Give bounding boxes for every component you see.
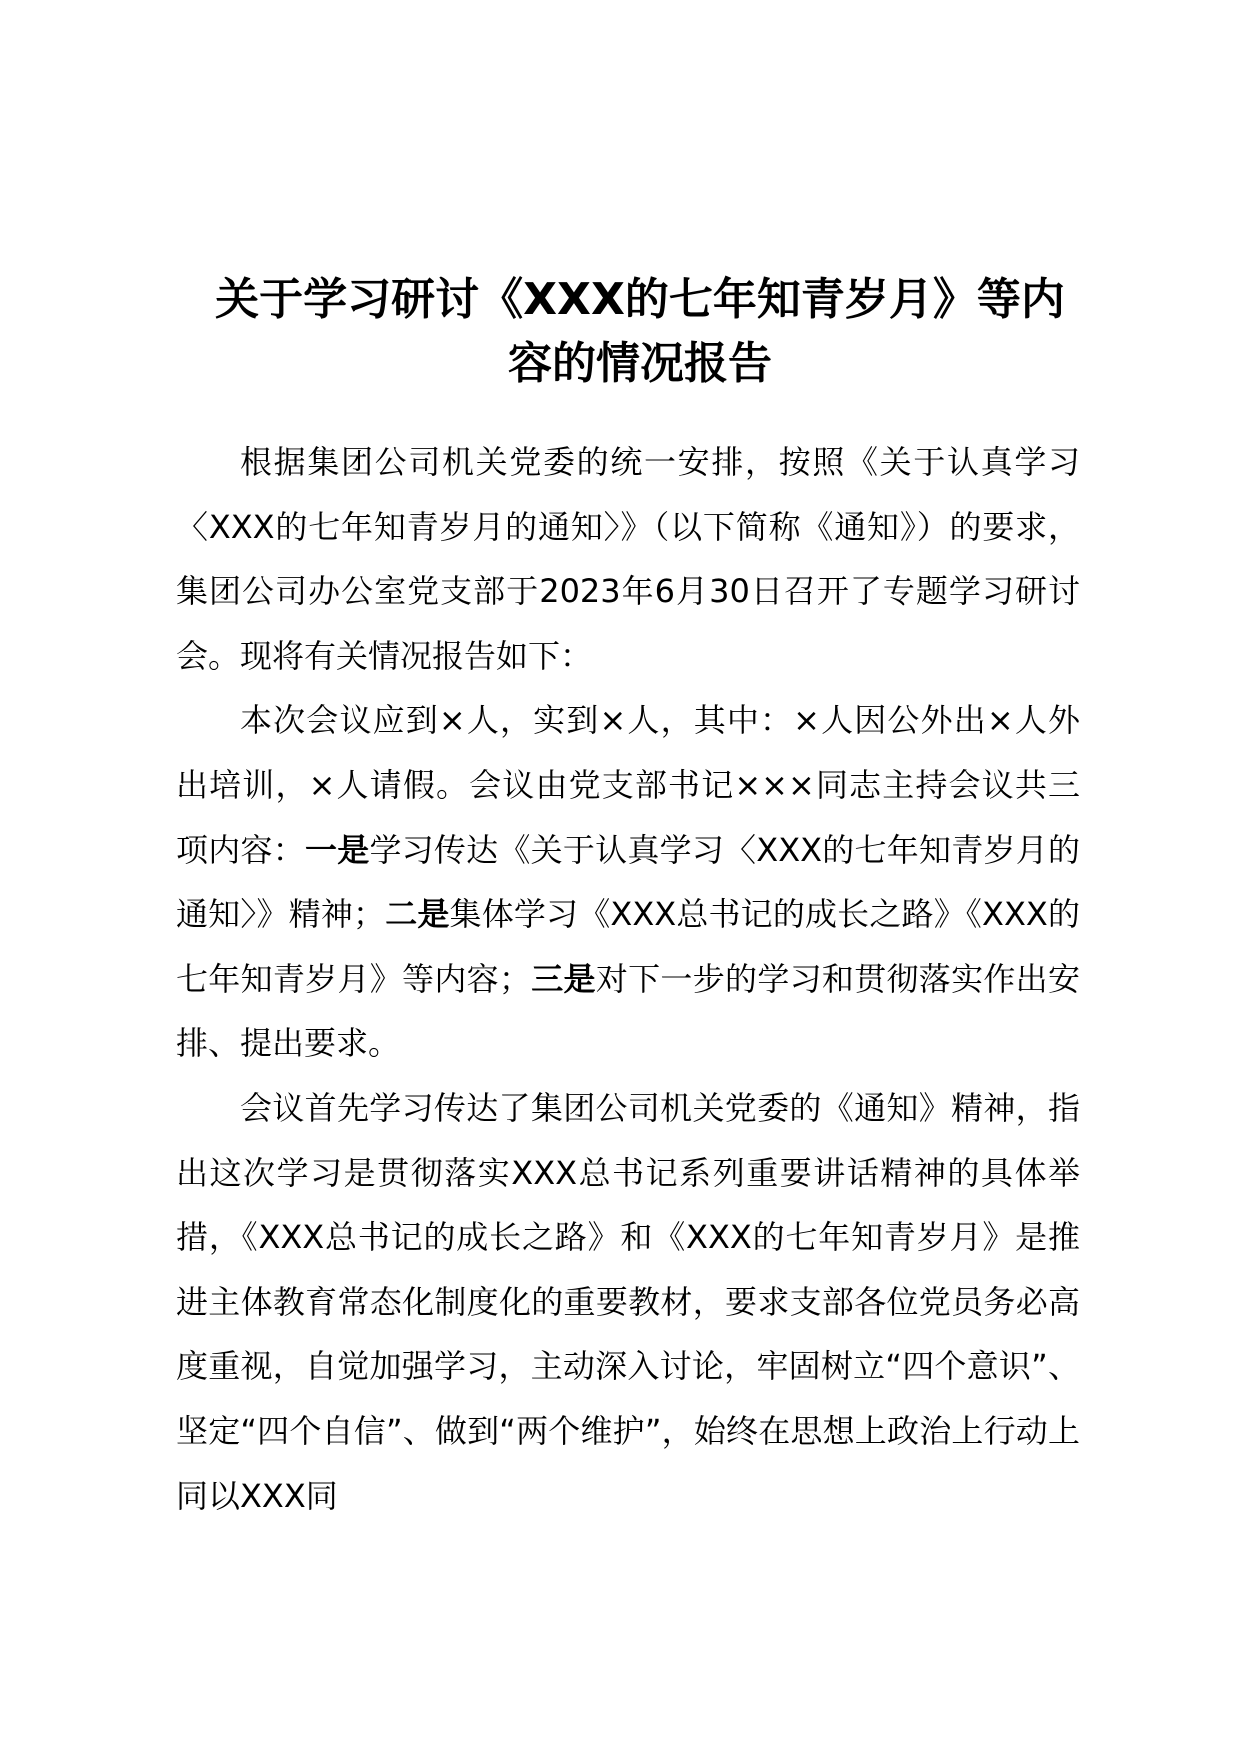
document-body <box>176 430 1080 1528</box>
paragraph-1: 根据集团公司机关党委的统一安排，按照《关于认真学习〈XXX的七年知青岁月的通知〉》（以下简称《通知》）的要求，集团公司办公室党支部于2023年6月30日召开了专题学习研讨会。现将有关情况报告如下： <box>176 443 1080 675</box>
paragraph-3: 会议首先学习传达了集团公司机关党委的《通知》精神，指出这次学习是贯彻落实XXX总书记系列重要讲话精神的具体举措，《XXX总书记的成长之路》和《XXX的七年知青岁月》是推进主体教育常态化制度化的重要教材，要求支部各位党员务必高度重视，自觉加强学习，主动深入讨论，牢固树立“四个意识”、坚定“四个自信”、做到“两个维护”，始终在思想上政治上行动上同以XXX同 <box>176 1088 1080 1515</box>
paragraph-2-text-3: 集体学习《XXX总书记的成长之路》《XXX的七年知青岁月》等内容； <box>176 895 1080 998</box>
paragraph-2-text-2: 学习传达《关于认真学习〈XXX的七年知青岁月的通知〉》精神； <box>176 830 1080 934</box>
item-marker-1: 一是 <box>304 830 370 869</box>
paragraph-2-text-1: 本次会议应到×人，实到×人，其中：×人因公外出×人外出培训，×人请假。会议由党支部书记×××同志主持会议共三项内容： <box>176 701 1080 869</box>
item-marker-3: 三是 <box>530 959 596 998</box>
title-line-1: 关于学习研讨《XXX的七年知青岁月》等内 <box>215 274 1065 325</box>
paragraph-2-text-4: 对下一步的学习和贯彻落实作出安排、提出要求。 <box>176 959 1080 1063</box>
title-line-2: 容的情况报告 <box>508 338 772 389</box>
item-marker-2: 二是 <box>385 895 450 934</box>
paragraph-2 <box>176 688 1080 1076</box>
document-title <box>150 268 1130 396</box>
